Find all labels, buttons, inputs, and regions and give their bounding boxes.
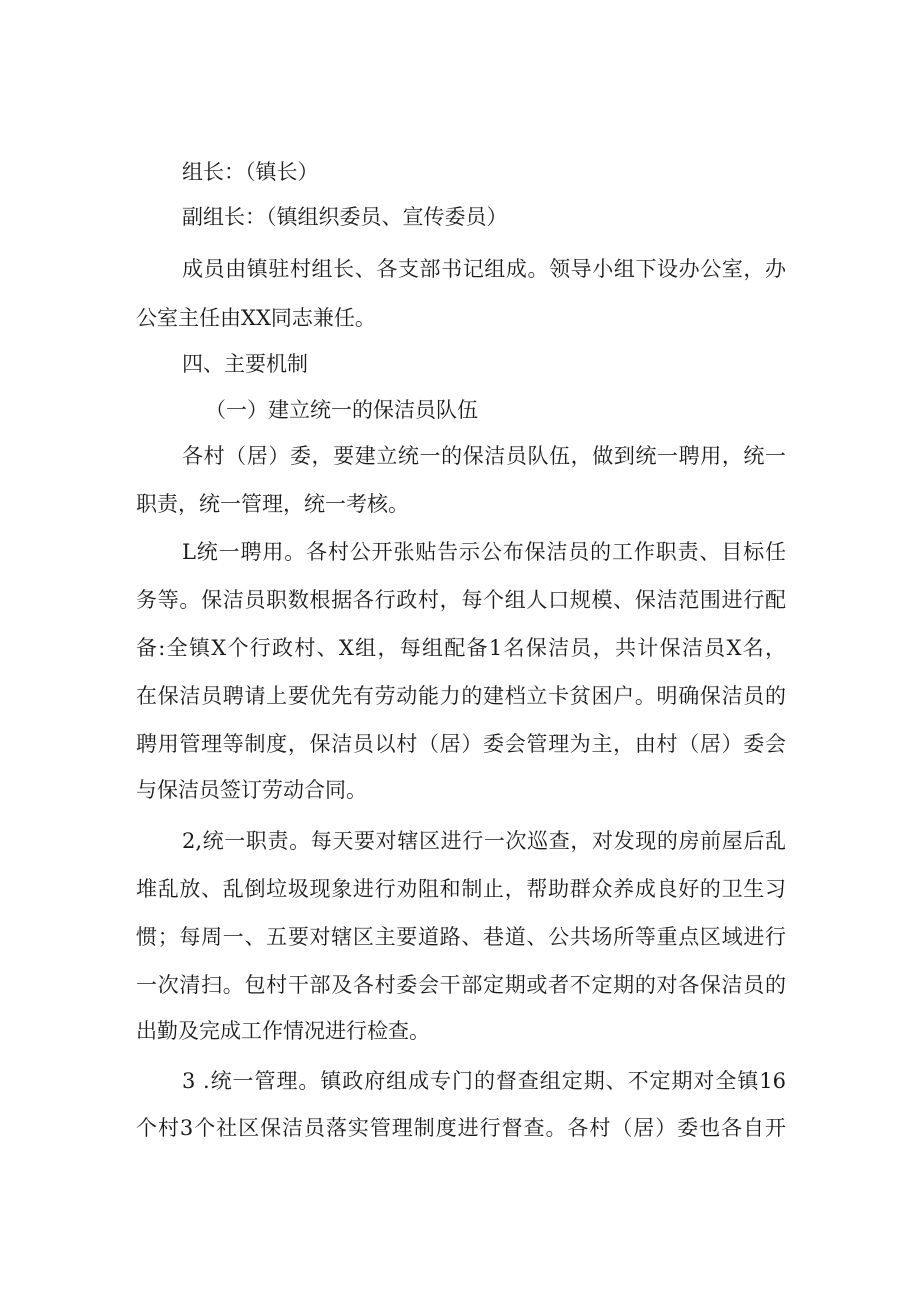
section-heading: 四、主要机制 xyxy=(182,352,308,376)
deputy-leader-line: 副组长：（镇组织委员、宣传委员） xyxy=(182,205,508,229)
item2-para-line-1: 2,统一职责。每天要对辖区进行一次巡查，对发现的房前屋后乱 xyxy=(182,829,786,853)
item1-para-line-3: 备:全镇X个行政村、X组，每组配备1名保洁员，共计保洁员X名， xyxy=(136,636,786,660)
item2-para-line-3: 惯；每周一、五要对辖区主要道路、巷道、公共场所等重点区域进行 xyxy=(136,925,786,949)
item2-para-line-4: 一次清扫。包村干部及各村委会干部定期或者不定期的对各保洁员的 xyxy=(136,973,786,997)
item1-para-line-6: 与保洁员签订劳动合同。 xyxy=(136,778,367,802)
intro-para-line-1: 各村（居）委，要建立统一的保洁员队伍，做到统一聘用，统一 xyxy=(182,444,786,468)
subsection-heading: （一）建立统一的保洁员队伍 xyxy=(205,398,478,422)
leader-line: 组长：（镇长） xyxy=(182,160,319,184)
item1-para-line-2: 务等。保洁员职数根据各行政村，每个组人口规模、保洁范围进行配 xyxy=(136,588,786,612)
item2-para-line-2: 堆乱放、乱倒垃圾现象进行劝阻和制止，帮助群众养成良好的卫生习 xyxy=(136,877,786,901)
item2-para-line-5: 出勤及完成工作情况进行检查。 xyxy=(136,1019,430,1043)
members-para-line-1: 成员由镇驻村组长、各支部书记组成。领导小组下设办公室，办 xyxy=(182,257,786,281)
item3-para-line-1: 3 .统一管理。镇政府组成专门的督查组定期、不定期对全镇16 xyxy=(182,1069,786,1093)
item1-para-line-4: 在保洁员聘请上要优先有劳动能力的建档立卡贫困户。明确保洁员的 xyxy=(136,684,786,708)
intro-para-line-2: 职责，统一管理，统一考核。 xyxy=(136,492,409,516)
item3-para-line-2: 个村3个社区保洁员落实管理制度进行督查。各村（居）委也各自开 xyxy=(136,1116,786,1140)
item1-para-line-5: 聘用管理等制度，保洁员以村（居）委会管理为主，由村（居）委会 xyxy=(136,732,786,756)
item1-para-line-1: L统一聘用。各村公开张贴告示公布保洁员的工作职责、目标任 xyxy=(182,540,786,564)
members-para-line-2: 公室主任由XX同志兼任。 xyxy=(136,306,376,330)
